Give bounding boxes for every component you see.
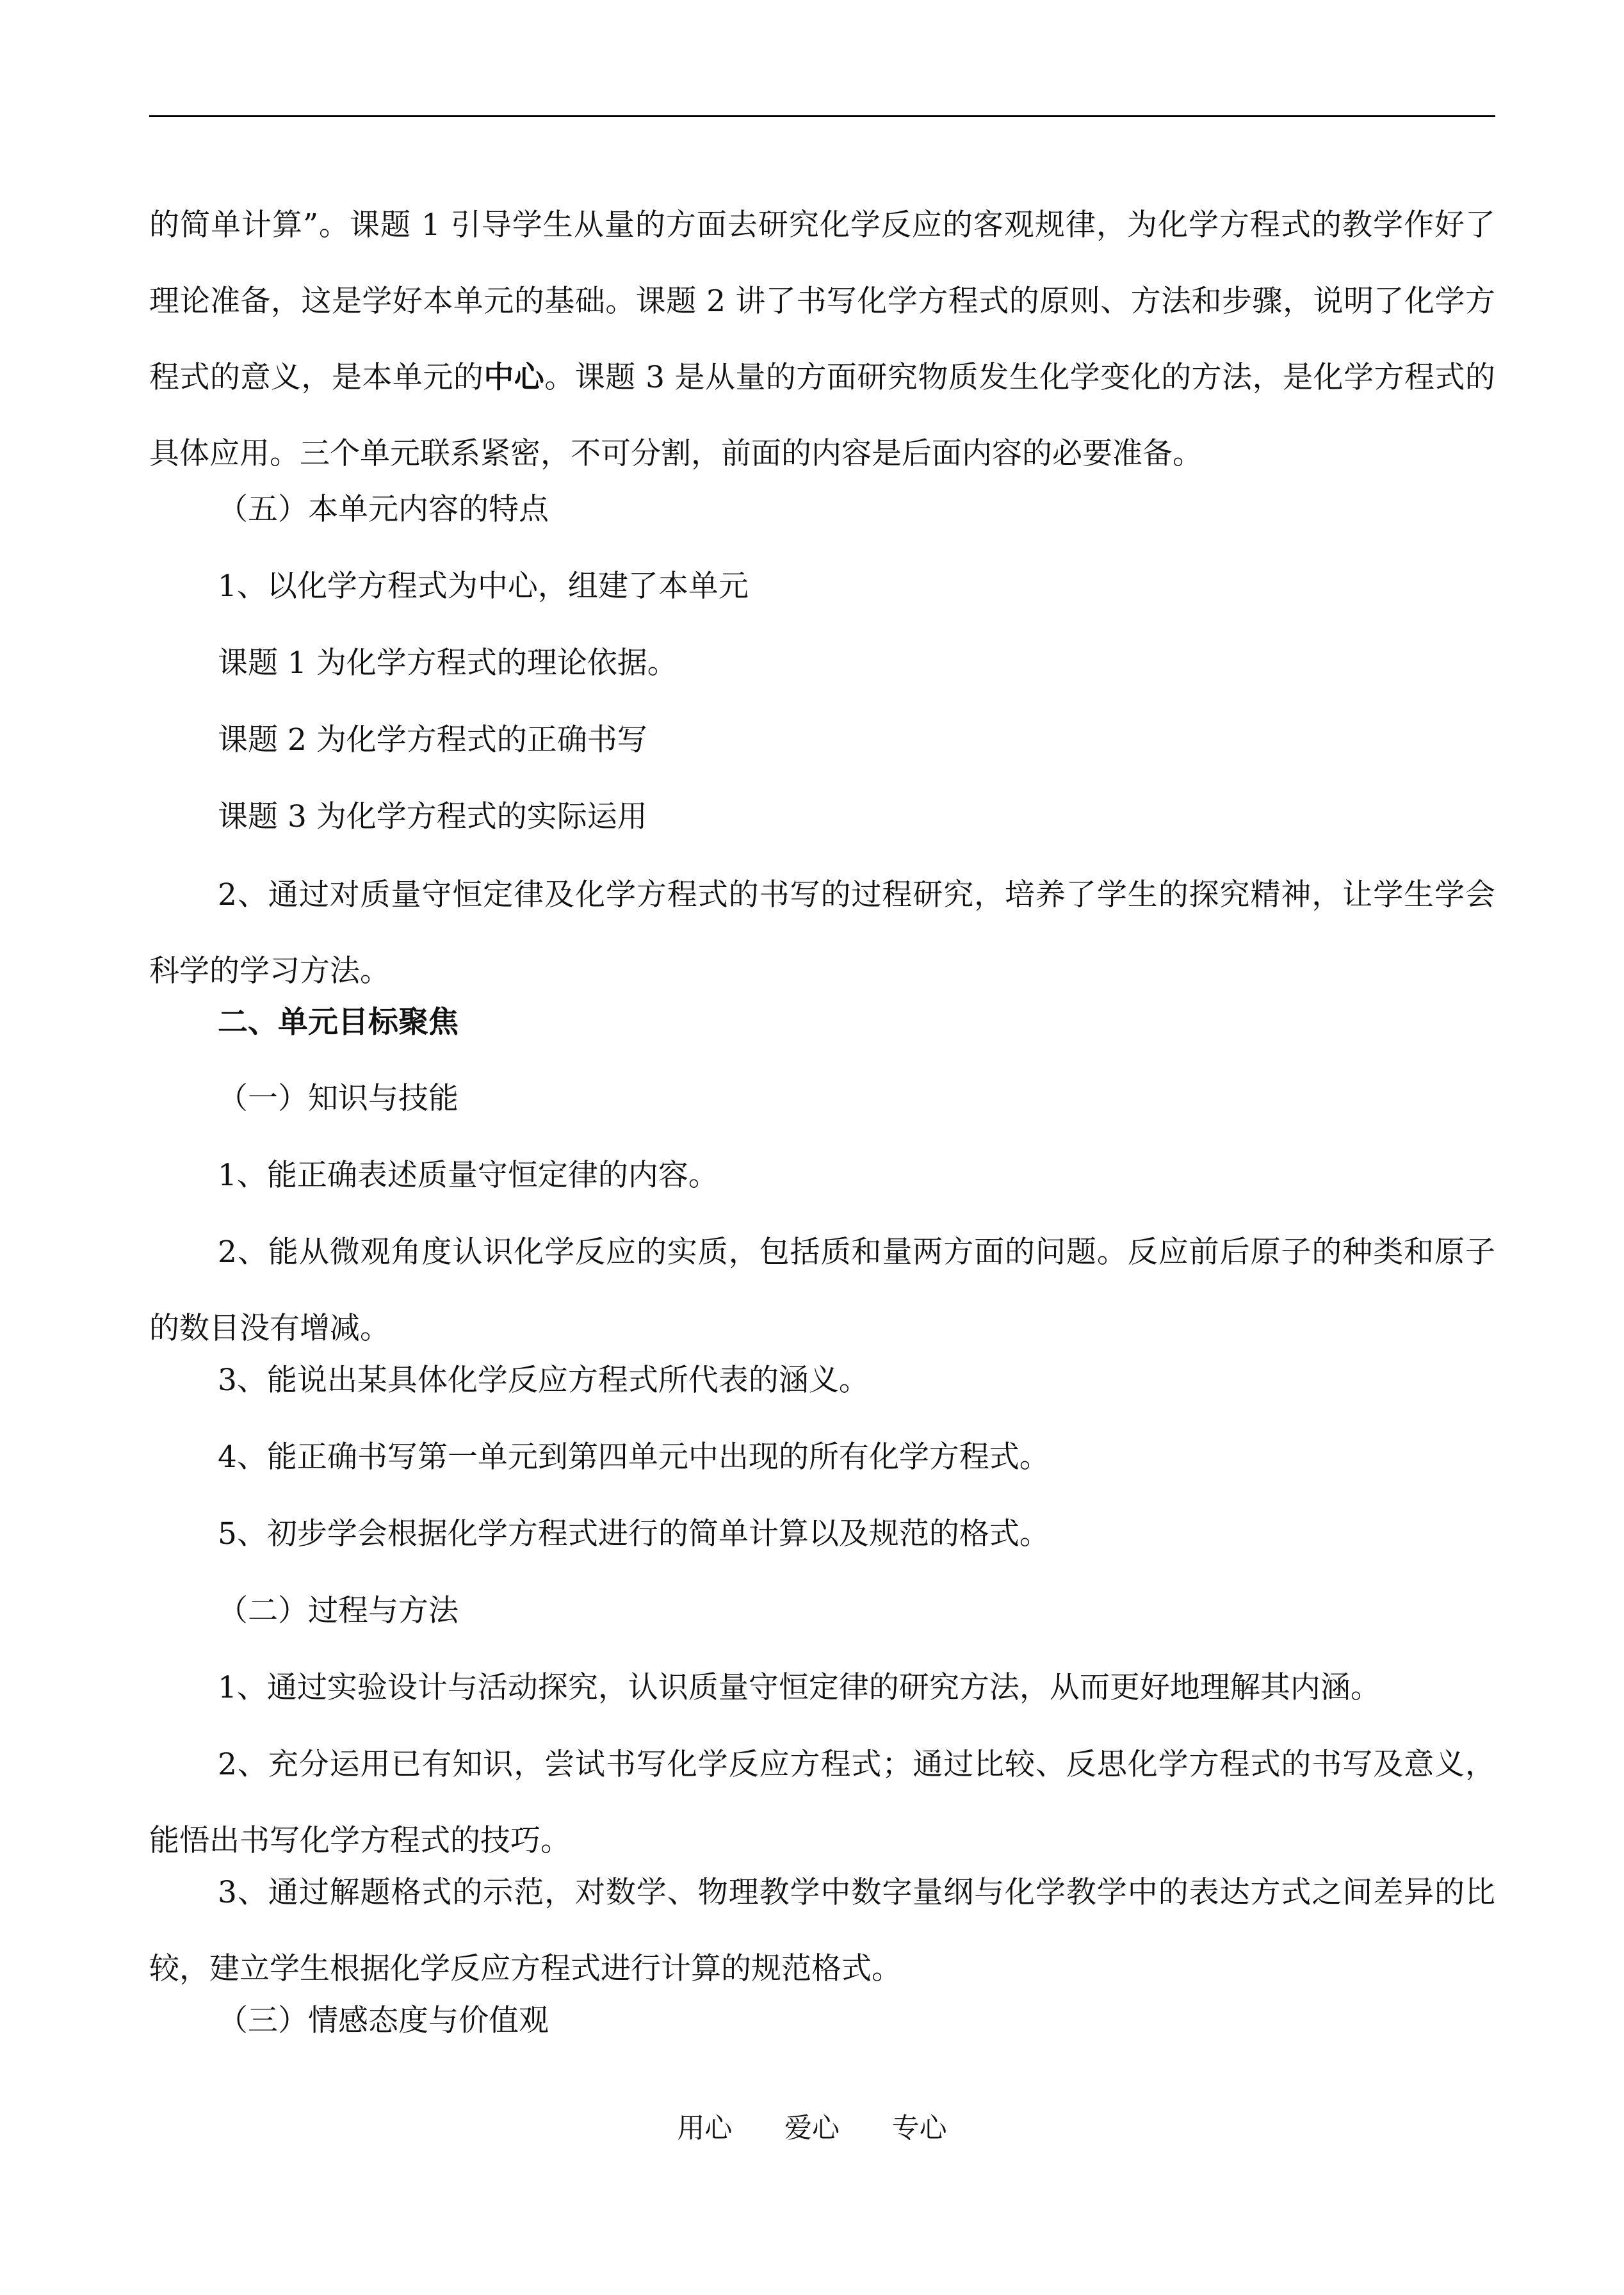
knowledge-item-1: 1、能正确表述质量守恒定律的内容。 [218, 1158, 719, 1193]
subheading-process-method: （二）过程与方法 [218, 1593, 459, 1628]
process-item-1: 1、通过实验设计与活动探究，认识质量守恒定律的研究方法，从而更好地理解其内涵。 [218, 1670, 1381, 1705]
footer-word-2: 爱心 [784, 2113, 840, 2145]
list-item-topic-1: 课题 1 为化学方程式的理论依据。 [218, 645, 678, 681]
list-item-topic-2: 课题 2 为化学方程式的正确书写 [218, 722, 647, 758]
subheading-knowledge-skills: （一）知识与技能 [218, 1081, 459, 1116]
subheading-five: （五）本单元内容的特点 [218, 492, 549, 527]
footer-word-1: 用心 [677, 2113, 733, 2145]
knowledge-item-4: 4、能正确书写第一单元到第四单元中出现的所有化学方程式。 [218, 1439, 1050, 1475]
process-item-3: 3、通过解题格式的示范，对数学、物理教学中数字量纲与化学教学中的表达方式之间差异的比较，建立学生根据化学反应方程式进行计算的规范格式。 [149, 1875, 1495, 1986]
header-rule [149, 115, 1495, 117]
section-heading-goals: 二、单元目标聚焦 [218, 1005, 459, 1040]
footer-word-3: 专心 [891, 2113, 947, 2145]
page-footer [0, 2107, 1624, 2146]
intro-text-bold: 中心 [483, 360, 545, 395]
paragraph-intro [149, 187, 1495, 492]
process-item-2: 2、充分运用已有知识，尝试书写化学反应方程式；通过比较、反思化学方程式的书写及意义，能悟出书写化学方程式的技巧。 [149, 1747, 1495, 1858]
list-item-1: 1、以化学方程式为中心，组建了本单元 [218, 569, 749, 604]
list-item-topic-3: 课题 3 为化学方程式的实际运用 [218, 799, 647, 834]
intro-text-after: 。课题 3 是从量的方面研究物质发生化学变化的方法，是化学方程式的具体应用。三个单元联系紧密，不可分割，前面的内容是后面内容的必要准备。 [149, 360, 1496, 471]
knowledge-item-5: 5、初步学会根据化学方程式进行的简单计算以及规范的格式。 [218, 1516, 1050, 1552]
subheading-attitude-values: （三）情感态度与价值观 [218, 2003, 549, 2038]
knowledge-item-3: 3、能说出某具体化学反应方程式所代表的涵义。 [218, 1363, 869, 1398]
intro-text-before: 的简单计算”。课题 1 引导学生从量的方面去研究化学反应的客观规律，为化学方程式的教学作好了理论准备，这是学好本单元的基础。课题 2 讲了书写化学方程式的原则、方法和步骤，说明了化学方程式的意义，是本单元的 [149, 207, 1495, 395]
knowledge-item-2: 2、能从微观角度认识化学反应的实质，包括质和量两方面的问题。反应前后原子的种类和原子的数目没有增减。 [149, 1235, 1495, 1346]
paragraph-feature-2: 2、通过对质量守恒定律及化学方程式的书写的过程研究，培养了学生的探究精神，让学生学会科学的学习方法。 [149, 877, 1495, 989]
